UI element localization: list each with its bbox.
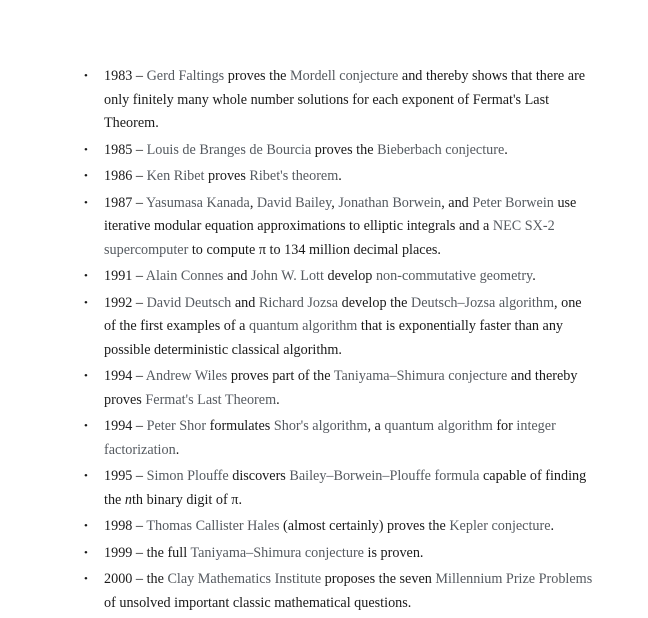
- item-text: .: [532, 268, 536, 284]
- bullet-icon: •: [84, 546, 88, 559]
- item-text: .: [338, 168, 342, 184]
- wiki-link[interactable]: Shor's algorithm: [273, 418, 368, 434]
- wiki-link[interactable]: Taniyama–Shimura conjecture: [190, 544, 364, 561]
- item-text: ,: [249, 194, 257, 211]
- item-text: , a: [367, 418, 385, 434]
- bullet-icon: •: [84, 196, 88, 209]
- bullet-icon: •: [84, 270, 88, 282]
- list-item: [84, 292, 596, 363]
- item-text: 1985 –: [104, 141, 147, 158]
- bullet-icon: •: [84, 370, 88, 382]
- item-text: .: [175, 441, 180, 458]
- item-text: use iterative modular equation approximations to elliptic integrals and a: [104, 194, 577, 234]
- item-text: proves part of the: [227, 368, 334, 384]
- item-text: , one of the first examples of a: [104, 294, 582, 334]
- item-text: proves: [204, 168, 250, 184]
- wiki-link[interactable]: Louis de Branges de Bourcia: [146, 141, 312, 158]
- wiki-link[interactable]: Gerd Faltings: [146, 68, 225, 84]
- list-item: [84, 515, 596, 539]
- wiki-link[interactable]: Millennium Prize Problems: [435, 571, 593, 587]
- item-text: and: [231, 294, 259, 311]
- item-text: .: [550, 518, 555, 534]
- item-text: for: [492, 418, 517, 434]
- bullet-icon: •: [84, 420, 88, 432]
- item-text: is proven.: [363, 544, 424, 561]
- item-text: 1987 –: [104, 194, 147, 211]
- list-item: [84, 465, 596, 512]
- wiki-link[interactable]: David Deutsch: [146, 294, 232, 311]
- wiki-link[interactable]: Jonathan Borwein: [338, 194, 442, 211]
- bullet-icon: •: [84, 470, 88, 482]
- item-text: 1999 – the full: [104, 544, 191, 561]
- bullet-icon: •: [84, 520, 88, 532]
- wiki-link[interactable]: Peter Borwein: [472, 194, 554, 211]
- list-item: [84, 415, 596, 462]
- wiki-link[interactable]: Ribet's theorem: [249, 168, 339, 184]
- item-text: 1994 –: [104, 368, 146, 384]
- item-text: 1991 –: [104, 268, 146, 284]
- wiki-link[interactable]: Simon Plouffe: [146, 468, 229, 484]
- item-text: ,: [331, 194, 339, 211]
- list-item: [84, 365, 596, 412]
- item-text: 1986 –: [104, 168, 147, 184]
- list-item: [84, 65, 596, 136]
- bullet-icon: •: [84, 170, 88, 182]
- wiki-link[interactable]: Yasumasa Kanada: [146, 194, 250, 211]
- item-text: to compute π to 134 million decimal places.: [188, 241, 441, 258]
- list-item: [84, 192, 596, 263]
- wiki-link[interactable]: Fermat's Last Theorem: [145, 391, 277, 408]
- item-text: and: [223, 268, 252, 284]
- wiki-link[interactable]: Taniyama–Shimura conjecture: [333, 368, 508, 384]
- wiki-link[interactable]: Bieberbach conjecture: [377, 141, 505, 158]
- item-text: 1983 –: [104, 68, 147, 84]
- item-text: 1992 –: [104, 294, 147, 311]
- wiki-link[interactable]: quantum algorithm: [248, 318, 358, 334]
- wiki-link[interactable]: David Bailey: [256, 194, 332, 211]
- wiki-link[interactable]: non-commutative geometry: [375, 268, 533, 284]
- wiki-link[interactable]: Deutsch–Jozsa algorithm: [410, 294, 554, 311]
- item-text: of unsolved important classic mathematical questions.: [104, 594, 412, 611]
- item-text: , and: [441, 194, 473, 211]
- wiki-link[interactable]: John W. Lott: [251, 268, 324, 284]
- item-text: that is exponentially faster than any possible deterministic classical algorithm.: [104, 318, 564, 358]
- list-item: [84, 542, 596, 566]
- wiki-link[interactable]: Bailey–Borwein–Plouffe formula: [289, 468, 480, 484]
- item-text: 2000 – the: [104, 571, 168, 587]
- item-text: discovers: [228, 468, 290, 484]
- wiki-link[interactable]: quantum algorithm: [384, 418, 493, 434]
- list-item: [84, 568, 596, 615]
- wiki-link[interactable]: Andrew Wiles: [145, 368, 228, 384]
- bullet-icon: •: [84, 573, 88, 585]
- timeline-list: [84, 65, 596, 618]
- wiki-link[interactable]: NEC SX-2 supercomputer: [104, 218, 555, 258]
- item-text: .: [276, 391, 280, 408]
- item-text: develop the: [338, 294, 411, 311]
- bullet-icon: •: [84, 296, 88, 309]
- wiki-link[interactable]: Thomas Callister Hales: [146, 518, 280, 534]
- wiki-link[interactable]: Peter Shor: [146, 418, 207, 434]
- wiki-link[interactable]: Richard Jozsa: [258, 294, 339, 311]
- item-text: 1995 –: [104, 468, 147, 484]
- list-item: [84, 165, 596, 189]
- bullet-icon: •: [84, 143, 88, 156]
- item-text: th binary digit of π.: [131, 491, 242, 508]
- item-text: and thereby shows that there are only finitely many whole number solutions for each exponent of Fermat's Last Theorem.: [104, 68, 586, 131]
- item-text: develop: [323, 268, 376, 284]
- item-text: and thereby proves: [104, 368, 578, 408]
- item-text: formulates: [206, 418, 274, 434]
- wiki-link[interactable]: Alain Connes: [145, 268, 224, 284]
- list-item: [84, 139, 596, 163]
- item-text: (almost certainly) proves the: [279, 518, 450, 534]
- wiki-link[interactable]: Ken Ribet: [146, 168, 205, 184]
- italic-text: n: [124, 491, 132, 508]
- list-item: [84, 265, 596, 289]
- item-text: .: [504, 141, 508, 158]
- item-text: 1998 –: [104, 518, 147, 534]
- wiki-link[interactable]: integer factorization: [104, 418, 556, 458]
- item-text: proves the: [311, 141, 378, 158]
- item-text: proves the: [224, 68, 291, 84]
- wiki-link[interactable]: Clay Mathematics Institute: [167, 571, 322, 587]
- wiki-link[interactable]: Mordell conjecture: [290, 68, 399, 84]
- item-text: capable of finding the: [104, 468, 587, 508]
- item-text: 1994 –: [104, 418, 147, 434]
- wiki-link[interactable]: Kepler conjecture: [449, 518, 551, 534]
- bullet-icon: •: [84, 70, 88, 82]
- item-text: proposes the seven: [321, 571, 436, 587]
